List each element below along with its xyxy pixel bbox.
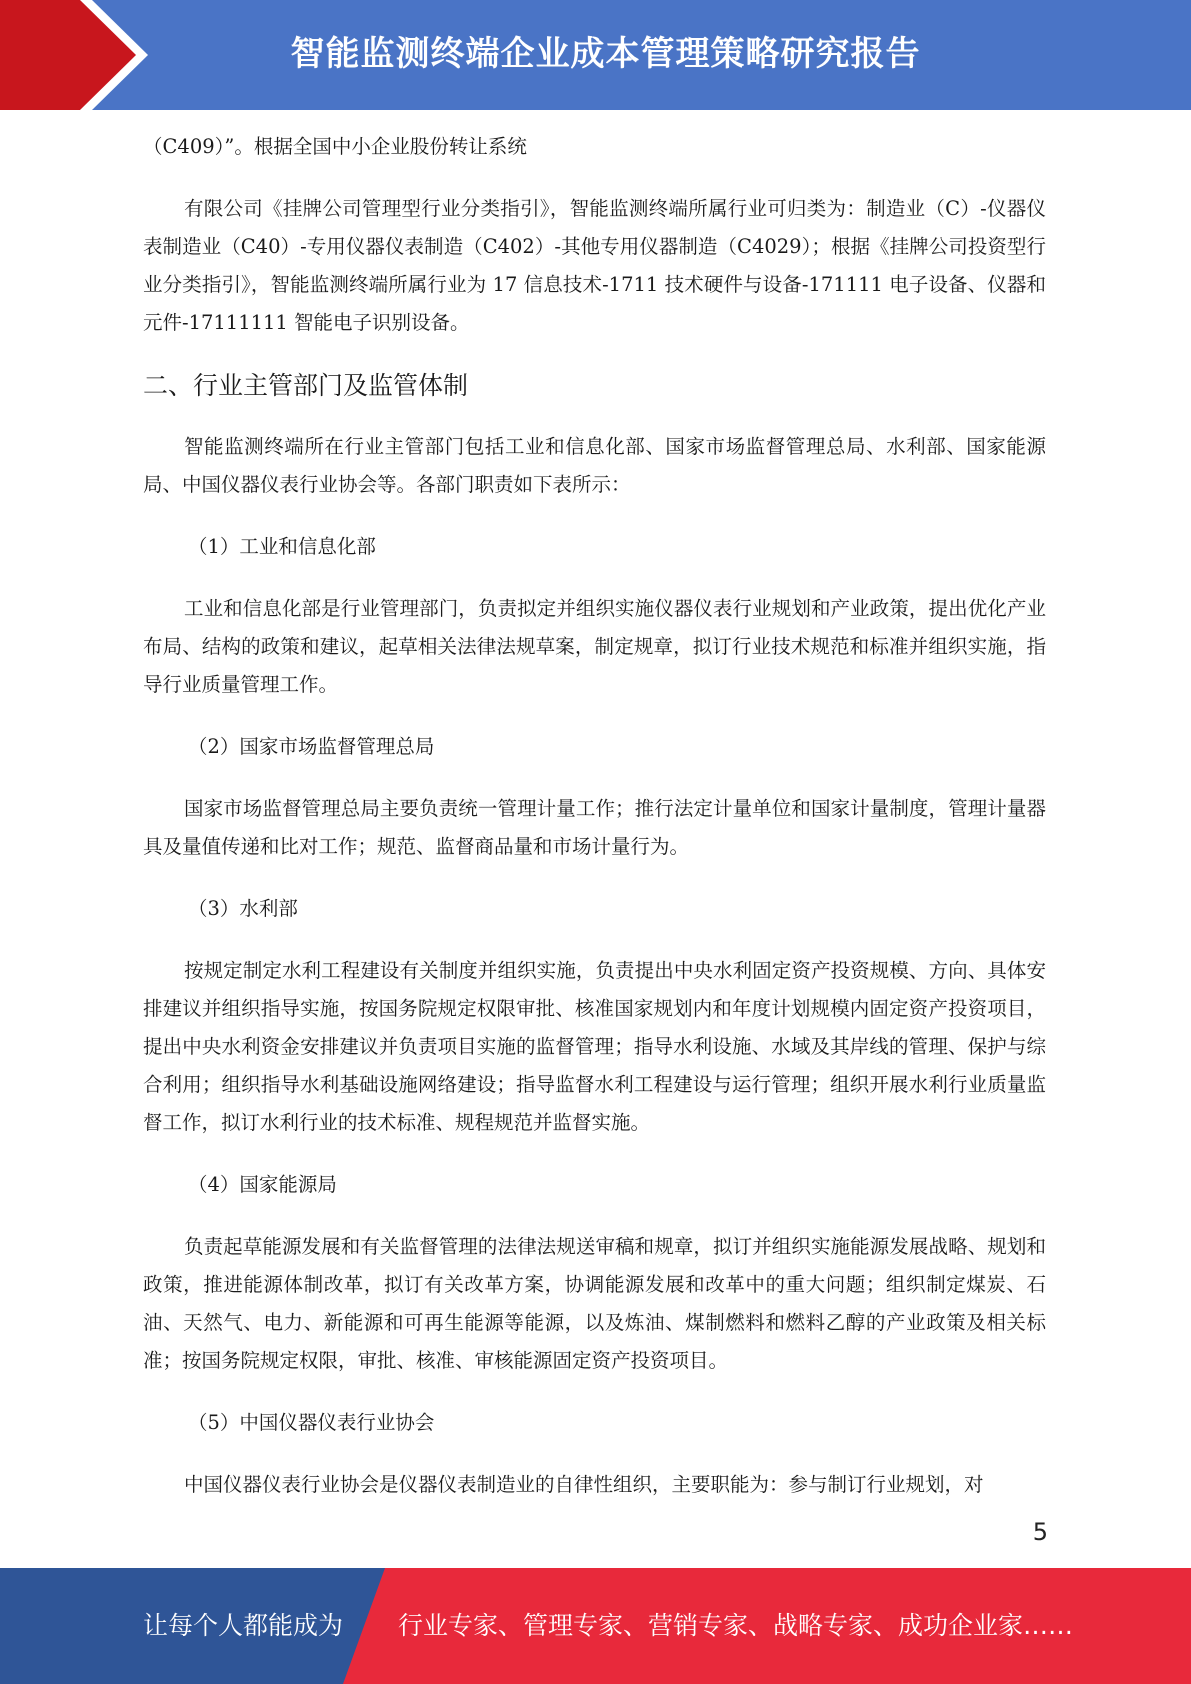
paragraph-samr: 国家市场监督管理总局主要负责统一管理计量工作；推行法定计量单位和国家计量制度，管理计量器具及量值传递和比对工作；规范、监督商品量和市场计量行为。: [143, 797, 1046, 858]
paragraph-authorities-intro: 智能监测终端所在行业主管部门包括工业和信息化部、国家市场监督管理总局、水利部、国家能源局、中国仪器仪表行业协会等。各部门职责如下表所示：: [143, 435, 1046, 496]
paragraph-cima: 中国仪器仪表行业协会是仪器仪表制造业的自律性组织，主要职能为：参与制订行业规划，对: [184, 1473, 984, 1496]
subheading-nea: （4）国家能源局: [188, 1173, 337, 1196]
paragraph-mwr: 按规定制定水利工程建设有关制度并组织实施，负责提出中央水利固定资产投资规模、方向、具体安排建议并组织指导实施，按国务院规定权限审批、核准国家规划内和年度计划规模内固定资产投资项目，提出中央水利资金安排建议并负责项目实施的监督管理；指导水利设施、水域及其岸线的管理、保护与综合利用；组织指导水利基础设施网络建设；指导监督水利工程建设与运行管理；组织开展水利行业质量监督工作，拟订水利行业的技术标准、规程规范并监督实施。: [143, 959, 1046, 1134]
report-footer: [0, 1568, 1191, 1684]
report-title: 智能监测终端企业成本管理策略研究报告: [290, 34, 921, 74]
subheading-samr: （2）国家市场监督管理总局: [188, 735, 435, 758]
paragraph-continuation: （C409）”。根据全国中小企业股份转让系统: [143, 135, 527, 158]
subheading-miit: （1）工业和信息化部: [188, 535, 376, 558]
page-number: 5: [1032, 1518, 1048, 1546]
section-heading: 二、行业主管部门及监管体制: [143, 371, 469, 400]
footer-slogan-left: 让每个人都能成为: [143, 1611, 344, 1640]
paragraph-miit: 工业和信息化部是行业管理部门，负责拟定并组织实施仪器仪表行业规划和产业政策，提出优化产业布局、结构的政策和建议，起草相关法律法规草案，制定规章，拟订行业技术规范和标准并组织实施，指导行业质量管理工作。: [143, 597, 1046, 696]
footer-slogan-right: 行业专家、管理专家、营销专家、战略专家、成功企业家……: [398, 1611, 1074, 1640]
document-body: [143, 128, 1046, 1528]
paragraph-nea: 负责起草能源发展和有关监督管理的法律法规送审稿和规章，拟订并组织实施能源发展战略、规划和政策，推进能源体制改革，拟订有关改革方案，协调能源发展和改革中的重大问题；组织制定煤炭、石油、天然气、电力、新能源和可再生能源等能源，以及炼油、煤制燃料和燃料乙醇的产业政策及相关标准；按国务院规定权限，审批、核准、审核能源固定资产投资项目。: [143, 1235, 1046, 1372]
subheading-cima: （5）中国仪器仪表行业协会: [188, 1411, 435, 1434]
subheading-mwr: （3）水利部: [188, 897, 298, 920]
report-header: [0, 0, 1191, 110]
paragraph-industry-classification: 有限公司《挂牌公司管理型行业分类指引》，智能监测终端所属行业可归类为：制造业（C）-仪器仪表制造业（C40）-专用仪器仪表制造（C402）-其他专用仪器制造（C4029）；根据《挂牌公司投资型行业分类指引》，智能监测终端所属行业为 17 信息技术-1711 技术硬件与设备-171111 电子设备、仪器和元件-17111111 智能电子识别设备。: [143, 197, 1046, 334]
